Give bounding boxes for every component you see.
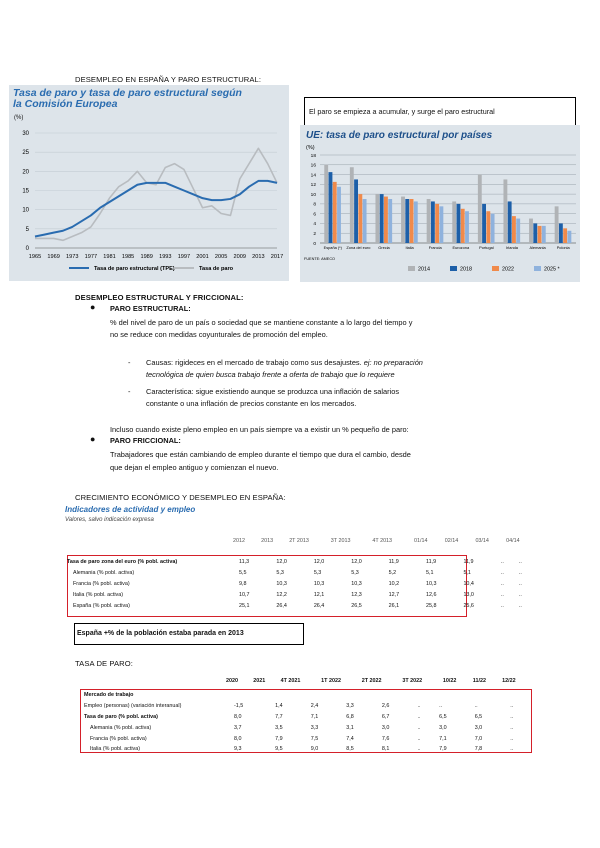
row-label: Italia (% pobl. activa) — [90, 746, 141, 753]
row-value: 11,9 — [463, 559, 474, 566]
row-value: 3,1 — [346, 724, 354, 731]
paro-friccional-title: PARO FRICCIONAL: — [110, 436, 181, 445]
bar — [452, 201, 456, 243]
paro-friccional-def-2: que dejan el empleo antiguo y comienzan el nuevo. — [110, 463, 279, 472]
x-tick-label: Polonia — [556, 245, 570, 250]
table2-header-cell: 2021 — [253, 678, 266, 685]
row-value: 9,3 — [234, 746, 242, 753]
x-tick-label: Zona del euro — [346, 245, 371, 250]
row-value: 3,7 — [234, 724, 242, 731]
bar — [405, 199, 409, 243]
y-tick-label: 6 — [313, 212, 316, 218]
bar — [384, 197, 388, 243]
row-value: .. — [510, 746, 514, 753]
row-value: 2,4 — [310, 703, 319, 710]
bar — [337, 187, 341, 243]
heading-desempleo-estructural: DESEMPLEO ESTRUCTURAL Y FRICCIONAL: — [75, 293, 244, 302]
table-row — [65, 579, 535, 590]
row-value: 7,9 — [439, 746, 447, 753]
table1-block — [65, 505, 535, 523]
chart1-title-line2: la Comisión Europea — [13, 98, 118, 110]
bar — [538, 226, 542, 243]
row-value: .. — [518, 559, 522, 566]
row-value: 12,3 — [351, 591, 362, 598]
chart1-plot — [9, 85, 289, 281]
paro-estructural-title: PARO ESTRUCTURAL: — [110, 304, 191, 313]
bar — [358, 194, 362, 243]
row-label: Francia (% pobl. activa) — [90, 735, 147, 742]
row-value: .. — [417, 703, 421, 710]
table-row — [65, 557, 535, 568]
x-tick-label: Francia — [428, 245, 442, 250]
row-value: 3,0 — [474, 724, 483, 731]
y-tick-label: 14 — [310, 173, 316, 179]
row-value: 9,5 — [275, 746, 283, 753]
bar — [427, 199, 431, 243]
chart2-unit: (%) — [306, 145, 315, 151]
row-label: Alemania (% pobl. activa) — [90, 724, 152, 731]
row-value: 12,6 — [426, 591, 437, 598]
table2-header-cell: 1T 2022 — [321, 678, 341, 685]
callout-paro-acumula: El paro se empieza a acumular, y surge el paro estructural — [304, 97, 576, 127]
row-value: .. — [474, 703, 478, 710]
row-value: 10,2 — [388, 580, 400, 587]
table1-header-cell: 04/14 — [506, 538, 520, 545]
table2-header-cell: 2T 2022 — [361, 678, 382, 685]
table1-title: Indicadores de actividad y empleo — [65, 505, 196, 514]
legend-label: 2018 — [460, 266, 472, 273]
bar — [482, 204, 486, 243]
x-tick-label: 2017 — [270, 254, 284, 260]
y-tick-label: 4 — [313, 222, 316, 228]
row-value: 3,0 — [439, 724, 447, 731]
bar — [329, 172, 333, 243]
legend-swatch — [450, 266, 457, 271]
row-value: 12,2 — [276, 591, 287, 598]
bar — [461, 209, 465, 243]
table1-subtitle: Valores, salvo indicación expresa — [65, 517, 154, 523]
causas-prefix: Causas: rigideces en el mercado de trabajo como sus desajustes. — [146, 358, 362, 367]
bar — [457, 204, 461, 243]
row-label: Tasa de paro zona del euro (% pobl. activa) — [67, 559, 178, 566]
row-value: 8,1 — [381, 746, 390, 753]
row-value: 7,4 — [346, 735, 354, 742]
bar — [435, 204, 439, 243]
row-value: .. — [518, 602, 522, 609]
x-tick-label: 1997 — [177, 254, 191, 260]
row-value: 3,0 — [381, 724, 390, 731]
heading-crecimiento: CRECIMIENTO ECONÓMICO Y DESEMPLEO EN ESPAÑA: — [75, 493, 286, 502]
bar — [559, 223, 563, 243]
bar — [410, 199, 414, 243]
legend-swatch — [492, 266, 499, 271]
callout-espana-parada: España +% de la población estaba parada en 2013 — [74, 623, 304, 645]
x-tick-label: 1989 — [140, 254, 153, 260]
table-row — [65, 589, 535, 600]
row-value: 26,5 — [351, 602, 362, 609]
row-value: 26,1 — [388, 602, 400, 609]
legend-label: 2022 — [502, 266, 514, 273]
row-value: 6,5 — [474, 713, 483, 720]
row-value: .. — [500, 559, 504, 566]
row-value: .. — [417, 746, 421, 753]
row-value: 8,5 — [346, 746, 354, 753]
table-row — [82, 733, 530, 744]
row-value: 5,1 — [426, 570, 434, 577]
legend-swatch — [534, 266, 541, 271]
bar — [516, 219, 520, 243]
bar — [350, 167, 354, 243]
row-value: 9,0 — [310, 746, 319, 753]
y-tick-label: 0 — [25, 246, 29, 252]
table2-header-cell: 2020 — [226, 678, 238, 685]
row-value: 12,0 — [313, 559, 325, 566]
y-tick-label: 8 — [313, 202, 316, 208]
bar — [375, 194, 379, 243]
row-value: 10,3 — [426, 580, 437, 587]
table1-header-cell: 01/14 — [413, 538, 428, 545]
row-value: 8,0 — [234, 713, 242, 720]
row-value: .. — [500, 591, 504, 598]
heading-tasa-paro: TASA DE PARO: — [75, 659, 133, 668]
bar — [529, 219, 533, 243]
bar — [465, 211, 469, 243]
y-tick-label: 10 — [22, 207, 29, 214]
bar — [512, 216, 516, 243]
bar — [567, 231, 571, 243]
chart-ue-paro-paises — [300, 125, 580, 282]
row-value: .. — [500, 580, 504, 587]
x-tick-label: Eurozona — [452, 245, 470, 250]
caracteristica-1: Característica: sigue existiendo aunque se produzca una inflación de salarios — [146, 387, 400, 396]
paro-estructural-def-2: no se reduce con medidas coyunturales de promoción del empleo. — [110, 330, 328, 339]
row-value: 26,4 — [276, 602, 287, 609]
row-label: Italia (% pobl. activa) — [73, 591, 124, 598]
row-value: .. — [510, 735, 514, 742]
row-value: 7,7 — [275, 713, 283, 720]
row-label: Tasa de paro (% pobl. activa) — [84, 713, 158, 720]
bullet-dot: ● — [90, 302, 96, 312]
x-tick-label: 2005 — [214, 254, 228, 260]
row-value: 7,6 — [381, 735, 390, 742]
legend-label: Tasa de paro — [199, 266, 234, 272]
chart1-title-line1: Tasa de paro y tasa de paro estructural según — [13, 87, 242, 99]
heading-desempleo-espana: DESEMPLEO EN ESPAÑA Y PARO ESTRUCTURAL: — [75, 75, 262, 84]
row-value: 5,5 — [239, 570, 247, 577]
x-tick-label: Grecia — [378, 245, 390, 250]
table1-header-cell: 2012 — [233, 538, 245, 545]
bar — [414, 201, 418, 243]
row-value: 13,0 — [463, 591, 474, 598]
table2-header-label-cell — [80, 676, 224, 687]
row-label: España (% pobl. activa) — [73, 602, 130, 609]
bar — [503, 179, 507, 243]
bar — [380, 194, 384, 243]
row-value: 5,2 — [388, 570, 397, 577]
caracteristica-2: constante o una inflación de precios constante en los mercados. — [146, 399, 357, 408]
bar — [333, 182, 337, 243]
chart-tasa-paro-estructural — [9, 85, 289, 281]
legend-swatch — [408, 266, 415, 271]
row-value: 25,8 — [426, 602, 437, 609]
row-value: 11,9 — [388, 559, 399, 566]
row-value: 12,0 — [276, 559, 287, 566]
x-tick-label: 2009 — [233, 254, 246, 260]
y-tick-label: 25 — [22, 150, 29, 157]
row-value: 3,3 — [346, 703, 354, 710]
row-value: .. — [500, 570, 504, 577]
row-value: 10,7 — [239, 591, 250, 598]
paro-estructural-def-1: % del nivel de paro de un país o sociedad que se mantiene constante a lo largo del tiempo y — [110, 318, 413, 327]
row-value: .. — [510, 713, 514, 720]
table2-body — [82, 690, 532, 755]
x-tick-label: Irlanda — [506, 245, 518, 250]
bar — [508, 201, 512, 243]
causas-example-2: tecnológica de quien busca trabajo frente a oferta de trabajo que lo requiere — [146, 370, 395, 379]
paro-friccional-def-1: Trabajadores que están cambiando de empleo durante el tiempo que dura el cambio, desde — [110, 450, 411, 459]
row-value: -1,5 — [234, 703, 244, 710]
table-row — [65, 568, 535, 579]
row-value: 6,7 — [381, 713, 390, 720]
row-value: .. — [439, 703, 443, 710]
table2-header — [80, 676, 530, 687]
y-tick-label: 16 — [310, 163, 316, 169]
row-value: 1,4 — [275, 703, 283, 710]
table2-header-cell: 4T 2021 — [280, 678, 301, 685]
x-tick-label: 1977 — [84, 254, 98, 260]
row-value: 10,3 — [351, 580, 362, 587]
bar — [324, 165, 328, 243]
y-tick-label: 30 — [22, 131, 29, 137]
table-row — [82, 712, 530, 723]
bar — [533, 223, 537, 243]
table1-header-label-cell — [65, 536, 231, 547]
row-value: 7,0 — [474, 735, 483, 742]
row-value: 12,0 — [351, 559, 362, 566]
x-tick-label: 2013 — [252, 254, 265, 260]
x-tick-label: 1969 — [47, 254, 60, 260]
legend-label: 2025 * — [544, 266, 560, 273]
table1-header-cell: 02/14 — [444, 538, 459, 545]
y-tick-label: 0 — [313, 241, 316, 247]
table1-header — [65, 536, 535, 547]
bar — [439, 206, 443, 243]
legend-label: Tasa de paro estructural (TPE) — [94, 266, 175, 272]
legend-label: 2014 — [418, 266, 430, 273]
row-value: 7,9 — [275, 735, 283, 742]
row-value: .. — [510, 724, 514, 731]
table-row — [82, 701, 530, 712]
row-value: 7,1 — [310, 713, 319, 720]
bar — [491, 214, 495, 243]
x-tick-label: Alemania — [529, 245, 546, 250]
row-value: 7,1 — [439, 735, 447, 742]
bar — [431, 201, 435, 243]
row-value: 25,6 — [463, 602, 474, 609]
row-value: 12,1 — [313, 591, 325, 598]
row-value: 7,5 — [310, 735, 319, 742]
row-value: 9,8 — [239, 580, 247, 587]
bar — [486, 211, 490, 243]
row-value: .. — [417, 713, 421, 720]
x-tick-label: Italia — [405, 245, 414, 250]
chart2-footnote: FUENTE: AMECO — [304, 257, 336, 261]
x-tick-label: 1993 — [159, 254, 172, 260]
table2-section-label: Mercado de trabajo — [84, 692, 134, 699]
series-line-tpe — [35, 181, 277, 237]
row-value: 5,3 — [276, 570, 284, 577]
dash: - — [128, 358, 131, 367]
bullet-dot: ● — [90, 434, 96, 444]
bar — [563, 228, 567, 243]
chart2-title: UE: tasa de paro estructural por países — [306, 130, 493, 141]
table1-header-cell: 03/14 — [475, 538, 489, 545]
bar — [388, 199, 392, 243]
bar — [401, 197, 405, 243]
row-value: 3,5 — [275, 724, 283, 731]
bar — [542, 226, 546, 243]
row-value: 10,3 — [313, 580, 325, 587]
row-value: 6,5 — [439, 713, 447, 720]
dash: - — [128, 387, 131, 396]
x-tick-label: 1981 — [103, 254, 116, 260]
table2-header-cell: 12/22 — [502, 678, 516, 685]
row-value: .. — [518, 591, 522, 598]
row-value: .. — [500, 602, 504, 609]
row-value: 3,3 — [310, 724, 319, 731]
table-row — [82, 722, 530, 733]
x-tick-label: 1973 — [66, 254, 79, 260]
row-label: Alemania (% pobl. activa) — [73, 570, 135, 577]
row-label: Empleo (personas) (variación interanual) — [84, 703, 182, 710]
chart2-plot — [300, 125, 580, 282]
x-tick-label: España (*) — [323, 245, 342, 250]
table2-header-cell: 10/22 — [442, 678, 457, 685]
table2-header-cell: 3T 2022 — [402, 678, 423, 685]
table1-header-cell: 4T 2013 — [372, 538, 393, 545]
row-value: .. — [518, 570, 522, 577]
row-value: 5,3 — [351, 570, 359, 577]
table1-header-cell: 2013 — [261, 538, 274, 545]
y-tick-label: 18 — [310, 153, 316, 159]
causas-example-1: ej: no preparación — [363, 358, 423, 367]
row-value: .. — [518, 580, 522, 587]
table1-header-cell: 3T 2013 — [330, 538, 351, 545]
x-tick-label: 2001 — [196, 254, 209, 260]
row-value: 8,0 — [234, 735, 242, 742]
row-value: .. — [417, 724, 421, 731]
y-tick-label: 15 — [22, 188, 29, 195]
y-tick-label: 5 — [25, 226, 29, 233]
chart1-unit: (%) — [14, 115, 24, 121]
bar — [363, 199, 367, 243]
row-value: 26,4 — [313, 602, 325, 609]
row-label: Francia (% pobl. activa) — [73, 580, 130, 587]
row-value: .. — [510, 703, 514, 710]
x-tick-label: Portugal — [479, 245, 494, 250]
row-value: 10,3 — [276, 580, 287, 587]
row-value: .. — [417, 735, 421, 742]
y-tick-label: 10 — [310, 192, 316, 198]
table1-body — [65, 557, 535, 611]
table-row — [65, 600, 535, 611]
row-value: 5,1 — [463, 570, 471, 577]
bar — [555, 206, 559, 243]
row-value: 2,6 — [381, 703, 390, 710]
bar — [478, 175, 482, 243]
pleno-empleo-text: Incluso cuando existe pleno empleo en un país siempre va a existir un % pequeño de paro: — [110, 425, 409, 434]
row-value: 7,8 — [474, 746, 483, 753]
row-value: 11,9 — [426, 559, 437, 566]
table1-header-cell: 2T 2013 — [289, 538, 309, 545]
table2-header-cell: 11/22 — [472, 678, 486, 685]
bar — [354, 179, 358, 243]
row-value: 10,4 — [463, 580, 474, 587]
row-value: 5,3 — [313, 570, 322, 577]
y-tick-label: 12 — [310, 183, 316, 189]
row-value: 6,8 — [346, 713, 354, 720]
row-value: 25,1 — [239, 602, 250, 609]
table-row — [82, 744, 530, 755]
x-tick-label: 1965 — [28, 254, 42, 260]
row-value: 12,7 — [388, 591, 400, 598]
causas-text — [146, 357, 536, 369]
row-value: 11,3 — [239, 559, 250, 566]
x-tick-label: 1985 — [121, 254, 135, 260]
y-tick-label: 20 — [22, 169, 29, 176]
y-tick-label: 2 — [313, 232, 316, 238]
